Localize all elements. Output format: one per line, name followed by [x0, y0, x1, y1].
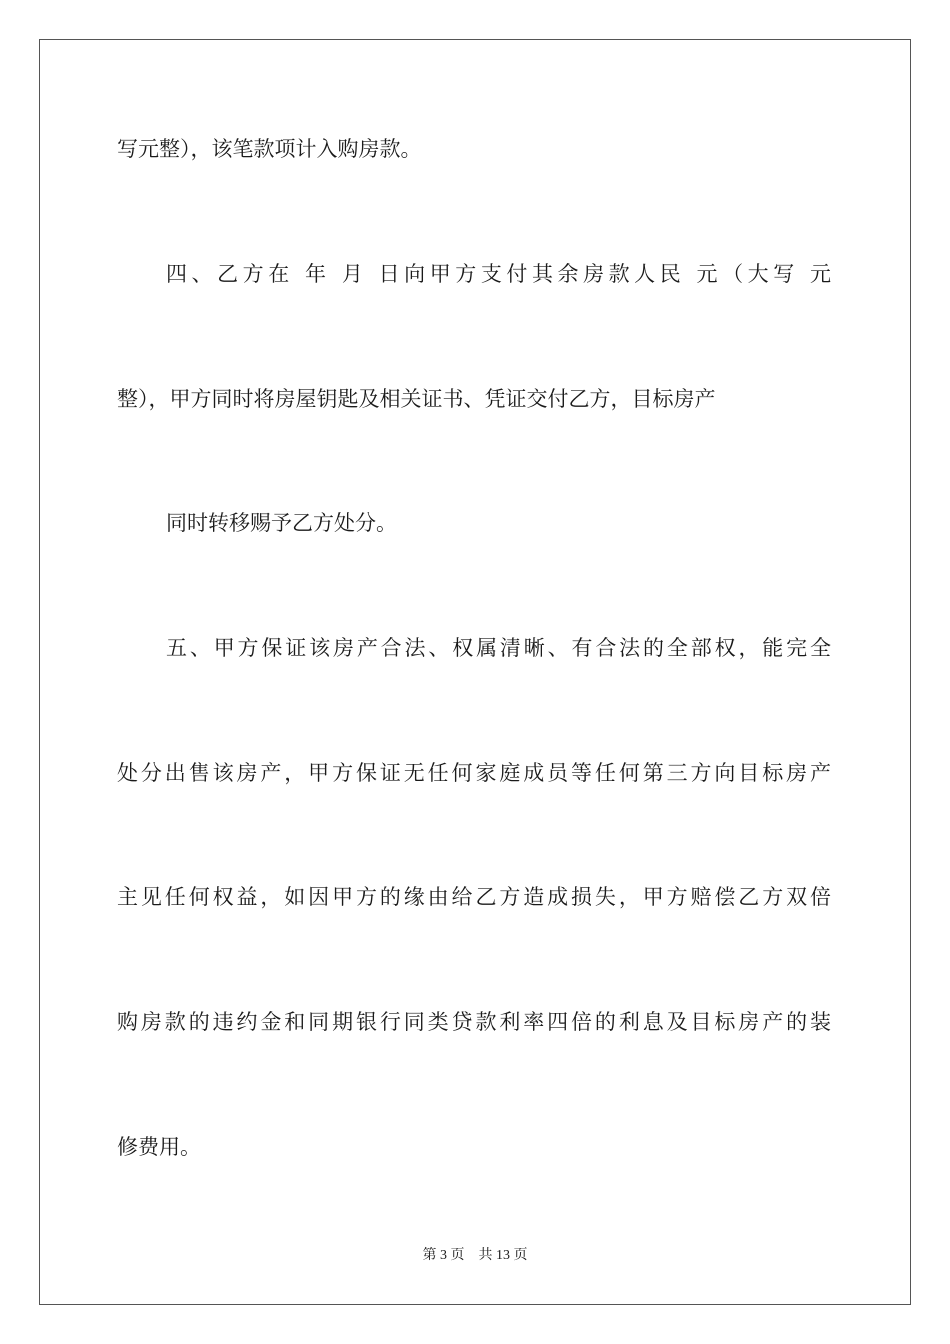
clause-five-line-4: 购房款的违约金和同期银行同类贷款利率四倍的利息及目标房产的装 [117, 1010, 831, 1034]
clause-four-line-1: 四、乙方在 年 月 日向甲方支付其余房款人民 元（大写 元 [166, 262, 831, 286]
clause-five-line-5: 修费用。 [117, 1135, 201, 1159]
clause-five-line-3: 主见任何权益，如因甲方的缘由给乙方造成损失，甲方赔偿乙方双倍 [117, 885, 831, 909]
paragraph-line-1: 写元整），该笔款项计入购房款。 [117, 137, 422, 161]
page-border [39, 39, 911, 1305]
clause-four-line-2: 整），甲方同时将房屋钥匙及相关证书、凭证交付乙方，目标房产 [117, 387, 716, 411]
page-number: 第 3 页 共 13 页 [422, 1248, 528, 1263]
clause-four-line-3: 同时转移赐予乙方处分。 [166, 511, 397, 535]
clause-five-line-1: 五、甲方保证该房产合法、权属清晰、有合法的全部权，能完全 [166, 636, 831, 660]
clause-five-line-2: 处分出售该房产，甲方保证无任何家庭成员等任何第三方向目标房产 [117, 761, 831, 785]
